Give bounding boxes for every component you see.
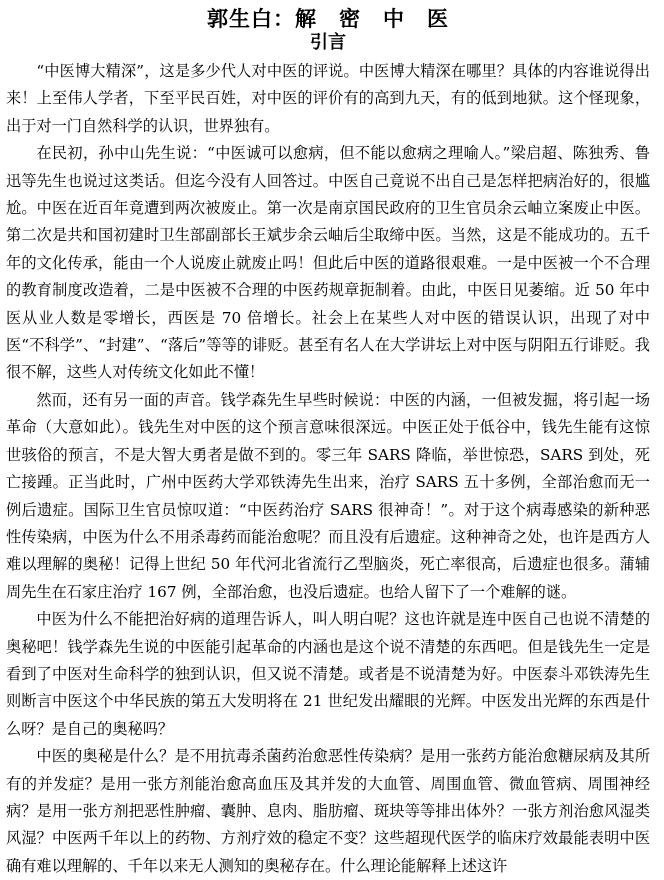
- paragraph-3: 然而，还有另一面的声音。钱学森先生早些时候说：中医的内涵，一但被发掘，将引起一场革命（大意如此）。钱先生对中医的这个预言意味很深远。中医正处于低谷中，钱先生能有这惊世骇俗的预言，不是大智大勇者是做不到的。零三年 SARS 降临，举世惊恐，SARS 到处，死亡接踵。正当此时，广州中医药大学邓铁涛先生出来，治疗 SARS 五十多例，全部治愈而无一例后遗症。国际卫生官员惊叹道：“中医药治疗 SARS 很神奇！”。对于这个病毒感染的新种恶性传染病，中医为什么不用杀毒药而能治愈呢？而且没有后遗症。这种神奇之处，也许是西方人难以理解的奥秘！记得上世纪 50 年代河北省流行乙型脑炎，死亡率很高，后遗症也很多。蒲辅周先生在石家庄治疗 167 例，全部治愈，也没后遗症。也给人留下了一个难解的谜。: [6, 390, 650, 601]
- paragraph-5: 中医的奥秘是什么？是不用抗毒杀菌药治愈恶性传染病？是用一张药方能治愈糖尿病及其所有的并发症？是用一张方剂能治愈高血压及其并发的大血管、周围血管、微血管病、周围神经病？是用一张方剂把恶性肿瘤、囊肿、息肉、脂肪瘤、斑块等等排出体外？一张方剂治愈风湿类风湿？中医两千年以上的药物、方剂疗效的稳定不变？这些超现代医学的临床疗效最能表明中医确有难以理解的、千年以来无人测知的奥秘存在。什么理论能解释上述这许: [6, 747, 650, 875]
- paragraph-4: 中医为什么不能把治好病的道理告诉人，叫人明白呢？这也许就是连中医自己也说不清楚的奥秘吧！钱学森先生说的中医能引起革命的内涵也是这个说不清楚的东西吧。但是钱先生一定是看到了中医对生命科学的独到认识，但又说不清楚。或者是不说清楚为好。中医泰斗邓铁涛先生则断言中医这个中华民族的第五大发明将在 21 世纪发出耀眼的光辉。中医发出光辉的东西是什么呀？是自己的奥秘吗？: [6, 610, 650, 738]
- section-heading: 引言: [310, 32, 346, 53]
- document-title: 郭生白：解 密 中 医: [207, 6, 449, 31]
- paragraph-1: “中医博大精深”，这是多少代人对中医的评说。中医博大精深在哪里？具体的内容谁说得出来！上至伟人学者，下至平民百姓，对中医的评价有的高到九天，有的低到地狱。这个怪现象，出于对一门自然科学的认识，世界独有。: [6, 62, 650, 135]
- paragraph-2: 在民初，孙中山先生说：“中医诚可以愈病，但不能以愈病之理喻人。”梁启超、陈独秀、鲁迅等先生也说过这类话。但迄今没有人回答过。中医自己竟说不出自己是怎样把病治好的，很尴尬。中医在近百年竟遭到两次被废止。第一次是南京国民政府的卫生官员余云岫立案废止中医。第二次是共和国初建时卫生部副部长王斌步余云岫后尘取缔中医。当然，这是不能成功的。五千年的文化传承，能由一个人说废止就废止吗！但此后中医的道路很艰难。一是中医被一个不合理的教育制度改造着，二是中医被不合理的中医药规章扼制着。由此，中医日见萎缩。近 50 年中医从业人数是零增长，西医是 70 倍增长。社会上在某些人对中医的错误认识，出现了对中医“不科学”、“封建”、“落后”等等的诽贬。甚至有名人在大学讲坛上对中医与阴阳五行诽贬。我很不解，这些人对传统文化如此不懂！: [6, 144, 650, 382]
